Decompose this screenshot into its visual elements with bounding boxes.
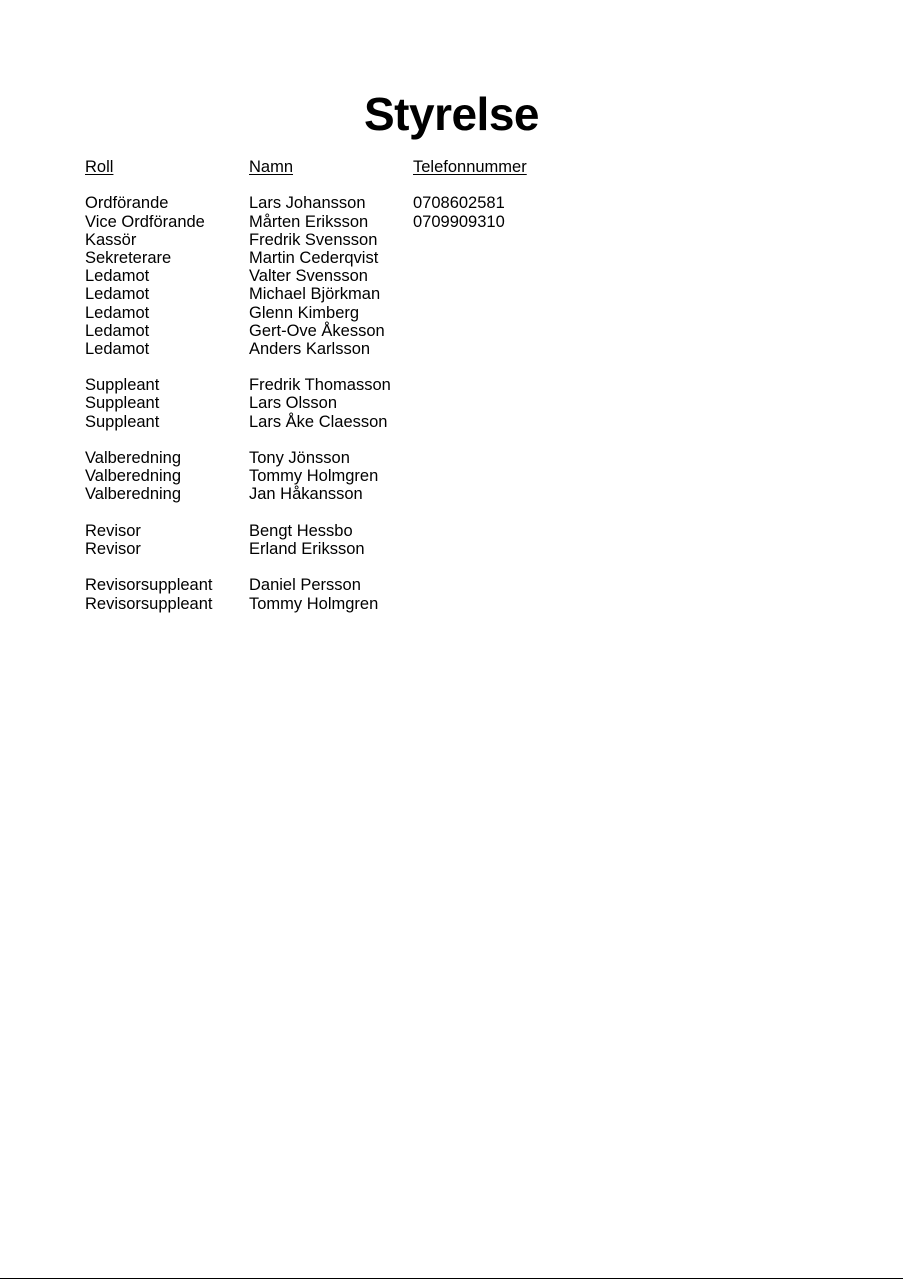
table-header bbox=[85, 158, 573, 176]
phone-cell: 0709909310 bbox=[413, 212, 505, 231]
table-row bbox=[85, 194, 573, 212]
table-row bbox=[85, 576, 573, 594]
name-cell: Gert-Ove Åkesson bbox=[249, 321, 385, 340]
name-cell: Tommy Holmgren bbox=[249, 467, 379, 486]
name-cell: Lars Olsson bbox=[249, 394, 338, 413]
role-cell: Revisorsuppleant bbox=[85, 576, 213, 595]
role-cell: Ordförande bbox=[85, 194, 169, 213]
column-header-phone: Telefonnummer bbox=[413, 158, 527, 176]
role-cell: Ledamot bbox=[85, 321, 150, 340]
name-cell: Anders Karlsson bbox=[249, 339, 371, 358]
name-cell: Michael Björkman bbox=[249, 285, 381, 304]
name-cell: Bengt Hessbo bbox=[249, 521, 353, 540]
role-cell: Suppleant bbox=[85, 394, 160, 413]
role-cell: Revisor bbox=[85, 539, 141, 558]
table-row bbox=[85, 340, 573, 358]
role-cell: Valberedning bbox=[85, 485, 182, 504]
table-row bbox=[85, 394, 573, 412]
table-row bbox=[85, 522, 573, 540]
table-row bbox=[85, 304, 573, 322]
role-cell: Suppleant bbox=[85, 412, 160, 431]
table-row bbox=[85, 467, 573, 485]
name-cell: Martin Cederqvist bbox=[249, 248, 379, 267]
role-cell: Ledamot bbox=[85, 339, 150, 358]
role-cell: Kassör bbox=[85, 230, 137, 249]
phone-cell: 0708602581 bbox=[413, 194, 505, 213]
name-cell: Daniel Persson bbox=[249, 576, 361, 595]
table-row bbox=[85, 413, 573, 431]
name-cell: Valter Svensson bbox=[249, 267, 368, 286]
role-cell: Ledamot bbox=[85, 303, 150, 322]
role-cell: Revisor bbox=[85, 521, 141, 540]
table-row bbox=[85, 322, 573, 340]
name-cell: Lars Åke Claesson bbox=[249, 412, 388, 431]
column-header-name: Namn bbox=[249, 158, 294, 176]
role-cell: Ledamot bbox=[85, 285, 150, 304]
role-cell: Sekreterare bbox=[85, 248, 172, 267]
name-cell: Tommy Holmgren bbox=[249, 594, 379, 613]
name-cell: Mårten Eriksson bbox=[249, 212, 369, 231]
role-cell: Ledamot bbox=[85, 267, 150, 286]
board-roster-table bbox=[85, 158, 573, 613]
name-cell: Erland Eriksson bbox=[249, 539, 365, 558]
name-cell: Lars Johansson bbox=[249, 194, 366, 213]
table-row bbox=[85, 595, 573, 613]
name-cell: Glenn Kimberg bbox=[249, 303, 360, 322]
role-cell: Valberedning bbox=[85, 467, 182, 486]
table-row bbox=[85, 213, 573, 231]
name-cell: Fredrik Thomasson bbox=[249, 376, 391, 395]
table-row bbox=[85, 485, 573, 503]
name-cell: Jan Håkansson bbox=[249, 485, 363, 504]
role-cell: Valberedning bbox=[85, 449, 182, 467]
table-row bbox=[85, 231, 573, 249]
name-cell: Tony Jönsson bbox=[249, 449, 350, 467]
page-title: Styrelse bbox=[363, 88, 539, 140]
table-row bbox=[85, 285, 573, 303]
table-row bbox=[85, 540, 573, 558]
name-cell: Fredrik Svensson bbox=[249, 230, 378, 249]
role-cell: Suppleant bbox=[85, 376, 160, 395]
table-row bbox=[85, 267, 573, 285]
table-row bbox=[85, 449, 573, 467]
table-row bbox=[85, 249, 573, 267]
table-row bbox=[85, 376, 573, 394]
role-cell: Revisorsuppleant bbox=[85, 594, 213, 613]
role-cell: Vice Ordförande bbox=[85, 212, 205, 231]
column-header-role: Roll bbox=[85, 158, 114, 176]
